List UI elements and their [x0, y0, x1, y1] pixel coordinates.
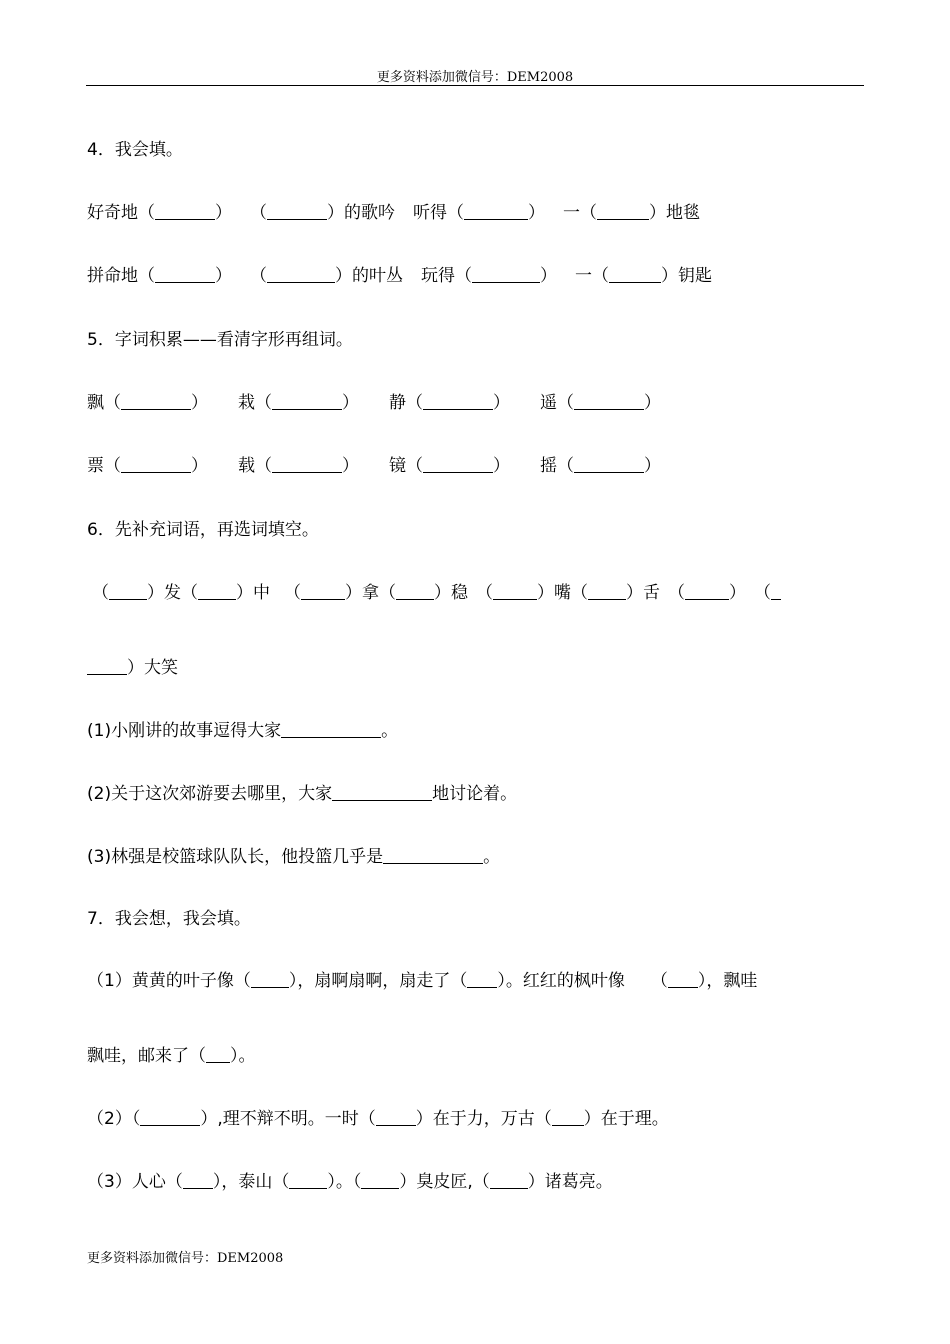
- blank[interactable]: [376, 1109, 416, 1126]
- blank[interactable]: [87, 658, 127, 675]
- blank[interactable]: [140, 1109, 200, 1126]
- q4-row-2: 拼命地（ ） （ ）的叶丛 玩得（ ） 一（ ）钥匙: [87, 266, 712, 286]
- q5-row-2: 票（ ） 载（ ） 镜（ ） 摇（ ）: [87, 456, 661, 476]
- blank[interactable]: [206, 1046, 230, 1063]
- blank[interactable]: [155, 266, 215, 283]
- q6-sentence-1: (1)小刚讲的故事逗得大家 。: [87, 721, 399, 741]
- q6-sentence-2: (2)关于这次郊游要去哪里，大家 地讨论着。: [87, 784, 518, 804]
- q7-part-1a: （1）黄黄的叶子像（ ），扇啊扇啊，扇走了（ ）。红红的枫叶像 （ ），飘哇: [87, 971, 758, 991]
- q7-part-1b: 飘哇，邮来了（ ）。: [87, 1046, 256, 1066]
- blank[interactable]: [361, 1172, 399, 1189]
- blank[interactable]: [574, 393, 644, 410]
- blank[interactable]: [272, 393, 342, 410]
- blank[interactable]: [588, 583, 626, 600]
- blank[interactable]: [597, 203, 649, 220]
- blank[interactable]: [281, 721, 381, 738]
- blank[interactable]: [198, 583, 236, 600]
- blank[interactable]: [183, 1172, 213, 1189]
- q6-sentence-3: (3)林强是校篮球队队长，他投篮几乎是 。: [87, 847, 501, 867]
- q6-title: 6．先补充词语，再选词填空。: [87, 520, 319, 540]
- q5-title: 5．字词积累——看清字形再组词。: [87, 330, 353, 350]
- blank[interactable]: [493, 583, 537, 600]
- blank[interactable]: [574, 456, 644, 473]
- blank[interactable]: [552, 1109, 584, 1126]
- blank[interactable]: [289, 1172, 327, 1189]
- blank[interactable]: [609, 266, 661, 283]
- blank[interactable]: [685, 583, 729, 600]
- blank[interactable]: [423, 456, 493, 473]
- q7-part-3: （3）人心（ ），泰山（ ）。（ ）臭皮匠,（ ）诸葛亮。: [87, 1172, 613, 1192]
- blank[interactable]: [467, 971, 497, 988]
- blank[interactable]: [121, 393, 191, 410]
- blank[interactable]: [396, 583, 434, 600]
- blank[interactable]: [267, 203, 327, 220]
- blank[interactable]: [771, 583, 781, 600]
- blank[interactable]: [272, 456, 342, 473]
- blank[interactable]: [490, 1172, 528, 1189]
- q5-row-1: 飘（ ） 栽（ ） 静（ ） 遥（ ）: [87, 393, 661, 413]
- blank[interactable]: [668, 971, 698, 988]
- blank[interactable]: [267, 266, 335, 283]
- blank[interactable]: [155, 203, 215, 220]
- blank[interactable]: [472, 266, 540, 283]
- blank[interactable]: [121, 456, 191, 473]
- page-footer: 更多资料添加微信号：DEM2008: [87, 1251, 284, 1266]
- q4-row-1: 好奇地（ ） （ ）的歌吟 听得（ ） 一（ ）地毯: [87, 203, 700, 223]
- q6-row-1: （ ）发（ ）中 （ ）拿（ ）稳 （ ）嘴（ ）舌 （ ） （: [92, 582, 781, 604]
- blank[interactable]: [251, 971, 289, 988]
- q4-title: 4．我会填。: [87, 140, 183, 160]
- blank[interactable]: [332, 784, 432, 801]
- header-rule: [86, 85, 864, 86]
- q7-part-2: （2）（ ）,理不辩不明。一时（ ）在于力，万古（ ）在于理。: [87, 1109, 669, 1129]
- blank[interactable]: [464, 203, 528, 220]
- blank[interactable]: [423, 393, 493, 410]
- blank[interactable]: [301, 583, 345, 600]
- q6-row-2: ）大笑: [87, 657, 178, 679]
- page-header: 更多资料添加微信号：DEM2008: [376, 70, 574, 85]
- blank[interactable]: [109, 583, 147, 600]
- q7-title: 7．我会想，我会填。: [87, 909, 251, 929]
- blank[interactable]: [383, 847, 483, 864]
